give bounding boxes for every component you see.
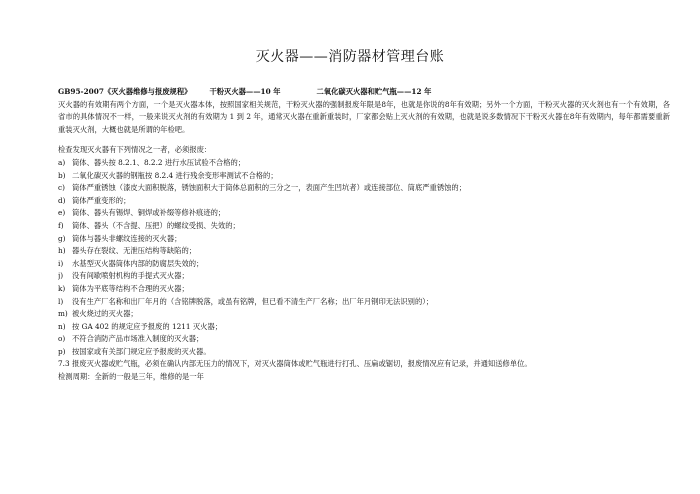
standard-line — [58, 86, 670, 99]
list-item-text: 水基型灭火器筒体内部的防腐层失效的； — [72, 258, 204, 268]
list-item-label: o) — [58, 334, 66, 344]
co2-lifespan: 二氧化碳灭火器和贮气瓶——12 年 — [316, 87, 432, 96]
list-item-text: 没有间歇喷射机构的手提式灭火器； — [72, 271, 189, 281]
list-item-label: i) — [58, 258, 64, 268]
powder-lifespan: 干粉灭火器——10 年 — [209, 87, 281, 96]
list-item-text: 二氧化碳灭火器的钢瓶按 8.2.4 进行残余变形率测试不合格的； — [72, 170, 278, 180]
list-item-label: f) — [58, 220, 64, 230]
list-item-text: 筒体、器头有锡焊、铜焊或补缀等修补痕迹的； — [72, 208, 226, 218]
list-item — [58, 207, 670, 220]
list-item-text: 筒体为平底等结构不合理的灭火器； — [72, 283, 189, 293]
list-item-label: 7.3 — [58, 359, 70, 369]
list-item — [58, 270, 670, 283]
list-item-text: 没有生产厂名称和出厂年月的（含铭牌脱落，或虽有铭牌，但已看不清生产厂名称；出厂年月钢印无法识别的）； — [72, 296, 434, 306]
check-intro: 检查发现灭火器有下列情况之一者，必须报废： — [58, 145, 212, 155]
list-item-text: 被火烧过的灭火器； — [72, 309, 138, 319]
list-item-text: 不符合消防产品市场准入制度的灭火器； — [72, 334, 204, 344]
list-item-text: 报废灭火器或贮气瓶，必须在确认内部无压力的情况下，对灭火器筒体或贮气瓶进行打孔、压扁或锯切，报废情况应有记录，并通知送修单位。 — [72, 359, 532, 369]
list-item-text: 筒体严重锈蚀（漆皮大面积脱落，锈蚀面积大于筒体总面积的三分之一，表面产生凹坑者）或连接部位、筒底严重锈蚀的； — [72, 183, 467, 193]
list-item-label: l) — [58, 296, 64, 306]
standard-ref: GB95-2007《灭火器维修与报废规程》 — [58, 87, 192, 96]
list-item — [58, 245, 670, 258]
list-item — [58, 321, 670, 334]
list-item-text: 筒体、器头按 8.2.1、8.2.2 进行水压试验不合格的； — [72, 157, 246, 167]
list-item — [58, 220, 670, 233]
list-item-label: m) — [58, 309, 68, 319]
list-item — [58, 283, 670, 296]
inspection-cycle: 检测周期：全新的一般是三年，维修的是一年 — [58, 372, 204, 382]
list-item-label: g) — [58, 233, 66, 243]
list-item-label: n) — [58, 321, 66, 331]
list-item-text: 器头存在裂纹、无泄压结构等缺陷的； — [72, 246, 197, 256]
list-item-text: 筒体、器头（不含提、压把）的螺纹受损、失效的； — [72, 220, 240, 230]
list-item — [58, 170, 670, 183]
list-item-text: 按 GA 402 的规定应予报废的 1211 灭火器； — [72, 321, 223, 331]
list-item-label: h) — [58, 246, 66, 256]
list-item — [58, 296, 670, 309]
intro-paragraph: 灭火器的有效期有两个方面，一个是灭火器本体，按照国家相关规范，干粉灭火器的强制报废年限是8年，也就是你说的8年有效期；另外一个方面，干粉灭火器的灭火剂也有一个有效期，各省市的具体情况不一样，一般来说灭火剂的有效期为 1 到 2 年，通常灭火器在重新重装时，厂家都会贴上灭火剂的有效期，也就是说多数情况下干粉灭火器在8年有效期内，每年都需要重新重装灭火剂，大概也就是所谓的年检吧。 — [58, 99, 670, 134]
list-item-label: k) — [58, 283, 66, 293]
list-item-label: c) — [58, 183, 65, 193]
list-item — [58, 346, 670, 359]
list-item — [58, 358, 670, 371]
document-title: 灭火器——消防器材管理台账 — [255, 49, 445, 65]
list-item-text: 筒体严重变形的； — [72, 195, 131, 205]
list-item — [58, 157, 670, 170]
list-item — [58, 308, 670, 321]
list-item-text: 按国家或有关部门规定应予报废的灭火器。 — [72, 346, 211, 356]
list-item-label: a) — [58, 157, 66, 167]
list-item-label: e) — [58, 208, 66, 218]
list-item-text: 筒体与器头非螺纹连接的灭火器； — [72, 233, 182, 243]
list-item-label: b) — [58, 170, 66, 180]
list-item-label: d) — [58, 195, 66, 205]
list-item — [58, 333, 670, 346]
list-item-label: p) — [58, 346, 66, 356]
list-item — [58, 258, 670, 271]
list-item — [58, 182, 670, 195]
list-item-label: j) — [58, 271, 64, 281]
document-body — [58, 86, 670, 384]
scrap-criteria-list — [58, 157, 670, 371]
list-item — [58, 195, 670, 208]
list-item — [58, 233, 670, 246]
spacer — [58, 136, 670, 144]
